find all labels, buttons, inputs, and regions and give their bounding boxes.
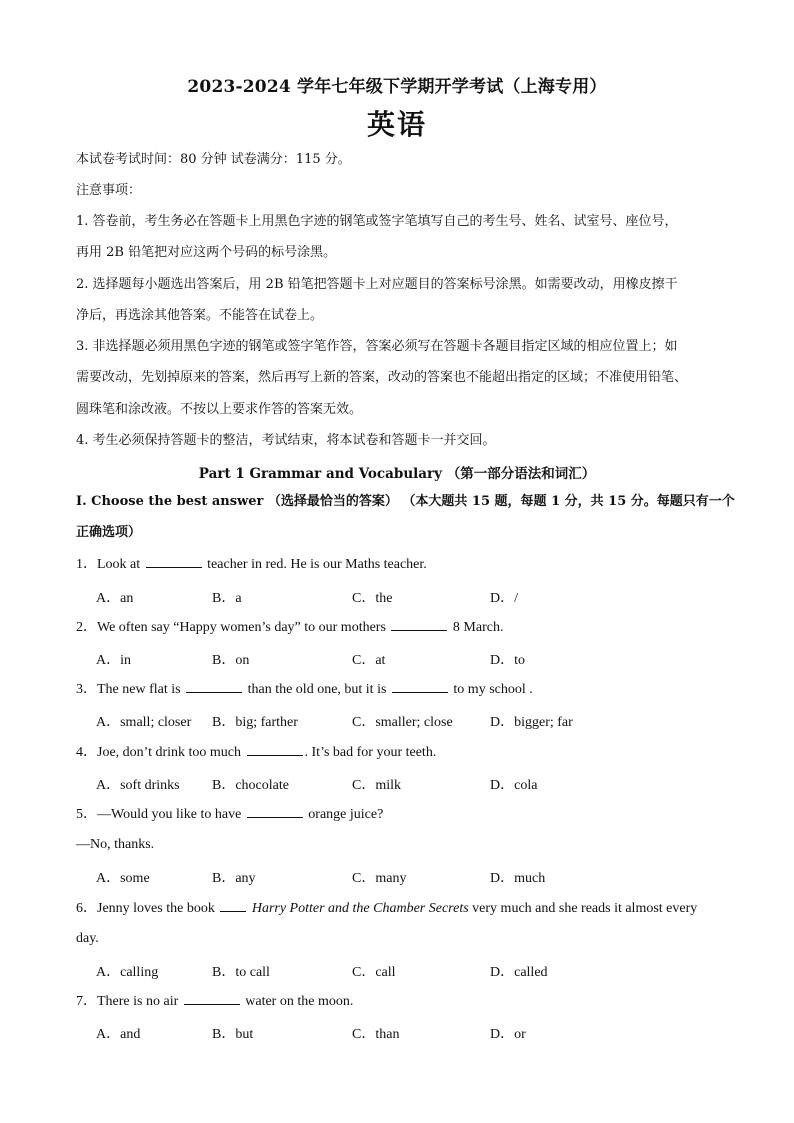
q7-text-post: water on the moon. — [245, 994, 354, 1009]
notice-3c: 圆珠笔和涂改液。不按以上要求作答的答案无效。 — [76, 402, 363, 417]
answer-blank — [392, 680, 448, 693]
subject-title: 英语 — [366, 108, 427, 141]
answer-blank — [146, 555, 202, 568]
notice-3b: 需要改动，先划掉原来的答案，然后再写上新的答案，改动的答案也不能超出指定的区域；不准使用铅笔、 — [76, 370, 688, 385]
q6-option-b: B．to call — [212, 965, 270, 980]
q4-option-d: D．cola — [490, 778, 538, 793]
question-5 — [76, 805, 383, 824]
q5-reply: —No, thanks. — [76, 837, 155, 852]
answer-blank — [186, 680, 242, 693]
q6-text-cont: day. — [76, 931, 99, 946]
notice-title: 注意事项： — [76, 183, 142, 198]
q1-text-pre: 1．Look at — [76, 557, 141, 572]
q5-option-c: C．many — [352, 871, 407, 886]
q2-text-post: 8 March. — [452, 620, 504, 635]
q2-option-b: B．on — [212, 653, 250, 668]
q7-option-a: A．and — [96, 1027, 141, 1042]
answer-blank — [220, 899, 246, 912]
exam-title: 2023-2024 学年七年级下学期开学考试（上海专用） — [187, 77, 607, 97]
q7-text-pre: 7．There is no air — [76, 994, 179, 1009]
q1-option-d: D．/ — [490, 591, 518, 606]
notice-2a: 2. 选择题每小题选出答案后，用 2B 铅笔把答题卡上对应题目的答案标号涂黑。如需要改动，用橡皮擦干 — [76, 277, 678, 292]
q1-option-b: B．a — [212, 591, 242, 606]
q5-option-b: B．any — [212, 871, 256, 886]
q4-option-c: C．milk — [352, 778, 402, 793]
q3-option-d: D．bigger; far — [490, 715, 573, 730]
q3-text-mid: than the old one, but it is — [247, 682, 387, 697]
q3-text-pre: 3．The new flat is — [76, 682, 181, 697]
q1-text-post: teacher in red. He is our Maths teacher. — [207, 557, 427, 572]
q7-option-c: C．than — [352, 1027, 400, 1042]
q6-option-d: D．called — [490, 965, 548, 980]
q5-option-a: A．some — [96, 871, 150, 886]
q2-text-pre: 2．We often say “Happy women’s day” to our mothers — [76, 620, 386, 635]
q6-book-title: Harry Potter and the Chamber Secrets — [251, 901, 469, 916]
q4-option-a: A．soft drinks — [96, 778, 180, 793]
question-6 — [76, 899, 697, 918]
q3-option-b: B．big; farther — [212, 715, 298, 730]
answer-blank — [391, 618, 447, 631]
notice-3a: 3. 非选择题必须用黑色字迹的钢笔或签字笔作答，答案必须写在答题卡各题目指定区域的相应位置上；如 — [76, 339, 678, 354]
q2-option-a: A．in — [96, 653, 131, 668]
q4-text-post: . It’s bad for your teeth. — [304, 745, 437, 760]
q7-option-d: D．or — [490, 1027, 526, 1042]
notice-1a: 1. 答卷前，考生务必在答题卡上用黑色字迹的钢笔或签字笔填写自己的考生号、姓名、试室号、座位号， — [76, 214, 678, 229]
question-2 — [76, 618, 503, 637]
answer-blank — [247, 743, 303, 756]
notice-4: 4. 考生必须保持答题卡的整洁，考试结束，将本试卷和答题卡一并交回。 — [76, 433, 496, 448]
q3-option-c: C．smaller; close — [352, 715, 453, 730]
q1-option-a: A．an — [96, 591, 134, 606]
q6-option-c: C．call — [352, 965, 396, 980]
question-4 — [76, 743, 436, 762]
q6-text-post: very much and she reads it almost every — [472, 901, 698, 916]
q4-option-b: B．chocolate — [212, 778, 289, 793]
section-1-title: I. Choose the best answer （选择最恰当的答案） （本大题共 15 题，每题 1 分，共 15 分。每题只有一个 — [76, 494, 735, 509]
question-1 — [76, 555, 427, 574]
q2-option-c: C．at — [352, 653, 386, 668]
q7-option-b: B．but — [212, 1027, 254, 1042]
notice-2b: 净后，再选涂其他答案。不能答在试卷上。 — [76, 308, 324, 323]
q3-option-a: A．small; closer — [96, 715, 192, 730]
section-1-title-cont: 正确选项） — [76, 525, 142, 540]
q4-text-pre: 4．Joe, don’t drink too much — [76, 745, 242, 760]
question-3 — [76, 680, 533, 699]
question-7 — [76, 992, 353, 1011]
time-score-info: 本试卷考试时间：80 分钟 试卷满分：115 分。 — [76, 152, 351, 167]
q6-text-pre: 6．Jenny loves the book — [76, 901, 215, 916]
q5-text-post: orange juice? — [308, 807, 384, 822]
q5-option-d: D．much — [490, 871, 546, 886]
q3-text-post: to my school . — [453, 682, 533, 697]
q5-text-pre: 5．—Would you like to have — [76, 807, 242, 822]
answer-blank — [247, 805, 303, 818]
part-1-title: Part 1 Grammar and Vocabulary （第一部分语法和词汇） — [198, 466, 596, 482]
answer-blank — [184, 992, 240, 1005]
q6-option-a: A．calling — [96, 965, 159, 980]
q1-option-c: C．the — [352, 591, 393, 606]
q2-option-d: D．to — [490, 653, 525, 668]
notice-1b: 再用 2B 铅笔把对应这两个号码的标号涂黑。 — [76, 245, 337, 260]
